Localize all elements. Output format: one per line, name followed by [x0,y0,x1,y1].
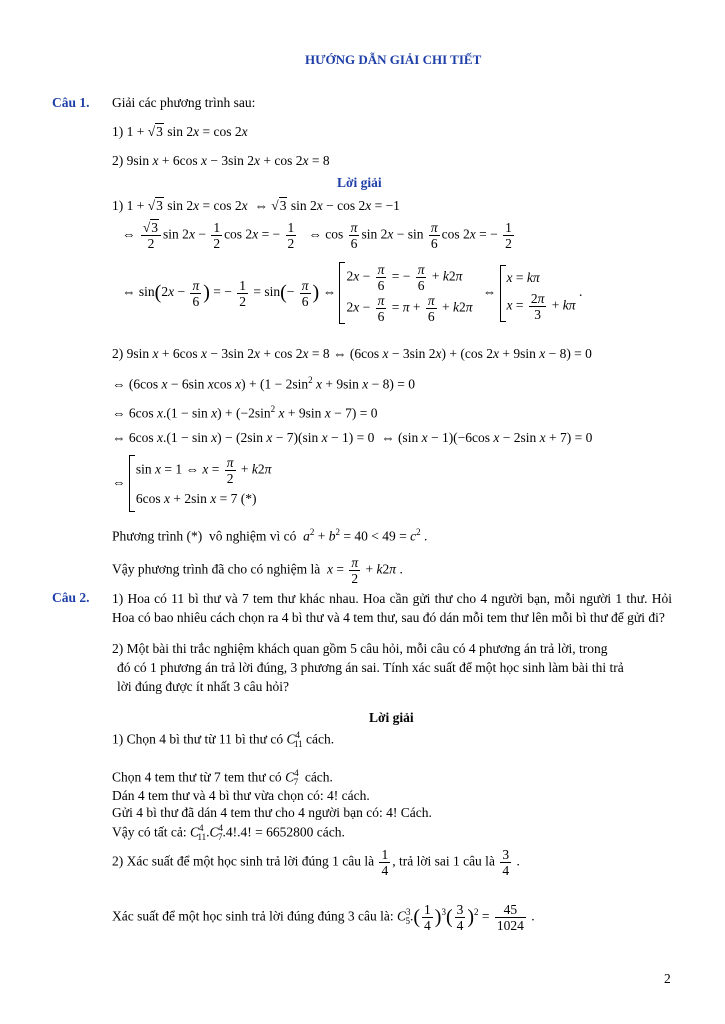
q1-sol-line-5: ⇔ (6cos x − 6sin xcos $x) + (1 - 2\sin^2$ x + 9sin x − 8) = 0 [112,375,415,392]
q1-no-solution: Phương trình (*) vô nghiệm vì có $a^2 + b^2 = 40 < 49 = c^2$ . [112,527,428,544]
q1-equation-1: 1) 1 + √3 sin 2x = cos 2x [112,124,248,139]
q2-part-2-line-2: đó có 1 phương án trả lời đúng, 3 phương án sai. Tính xác suất để một học sinh làm bài thi trả [117,660,624,675]
q2-sol-line-2: Chọn 4 tem thư từ 7 tem thư có $C^4_7$ cách. [112,768,333,788]
page-number: 2 [664,971,671,986]
q1-label: Câu 1. [52,95,90,110]
q1-sol-line-8: ⇔ sin x = 1 ⇔ x = $\frac{\pi}{2}$ + k2π 6cos x + 2sin x = 7 (*) [112,455,271,512]
q1-solution-title: Lời giải [337,175,382,190]
q2-part-2-line-3: lời đúng được ít nhất 3 câu hỏi? [117,679,289,694]
q2-sol-line-4: Gửi 4 bì thư đã dán 4 tem thư cho 4 người bạn có: 4! Cách. [112,805,432,820]
q1-sol-line-4: 2) 9sin x + 6cos x − 3sin 2x + cos 2x = 8 ⇔ (6cos x − 3sin 2x) + (cos 2x + 9sin x − 8) = 0 [112,346,592,361]
page-title: HƯỚNG DẪN GIẢI CHI TIẾT [305,52,482,67]
q1-prompt: Giải các phương trình sau: [112,95,256,110]
q1-sol-line-6: ⇔ 6cos $x.(1 - \sin x) + (-2\sin^2$ x + 9sin x − 7) = 0 [112,404,378,421]
q1-sol-line-2: ⇔ $\frac{√3}{2}$ sin 2x − $\frac{1}{2}$ cos 2x = − $\frac{1}{2}$ ⇔ cos $\frac{\pi}{6}$ sin 2x − sin $\frac{\pi}{6}$ cos 2x = − $\frac{1}{2}$ [122,220,512,251]
q2-sol-line-6: 2) Xác suất để một học sinh trả lời đúng 1 câu là $\frac{1}{4}$ , trả lời sai 1 câu là $\frac{3}{4}$ . [112,847,520,878]
q2-solution-title: Lời giải [369,710,414,725]
q2-sol-line-1: 1) Chọn 4 bì thư từ 11 bì thư có $C^4_{11}$ cách. [112,730,335,750]
q1-sol-line-3: ⇔ sin(2x − $\frac{\pi}{6}$ ) = − $\frac{1}{2}$ = sin(− $\frac{\pi}{6}$ ) ⇔ 2x − $\frac{\pi}{6}$ = − $\frac{\pi}{6}$ + k2π 2x − $\frac{\pi}{6}$ = π + $\frac{\pi}{6}$ + k2π ⇔ x = kπ x = $\frac{2\pi}{3}$ + kπ . [122,262,583,324]
q2-label: Câu 2. [52,590,90,605]
q2-sol-line-5: Vậy có tất cả: $C^4_{11}.C^4_7.4!.4$! = 6652800 cách. [112,823,345,843]
q2-part-1: 1) Hoa có 11 bì thư và 7 tem thư khác nhau. Hoa cần gửi thư cho 4 người bạn, mỗi người 1 thư. Hỏi Hoa có bao nhiêu cách chọn ra 4 bì thư và 4 tem thư, sau đó dán mỗi tem thư lên mỗi bì thư để gửi đi? [112,591,672,625]
q1-sol-line-1: 1) 1 + √3 sin 2x = cos 2x ⇔ √3 sin 2x − cos 2x = −1 [112,198,400,213]
q1-equation-2: 2) 9sin x + 6cos x − 3sin 2x + cos 2x = 8 [112,153,330,168]
q2-sol-line-3: Dán 4 tem thư và 4 bì thư vừa chọn có: 4! cách. [112,788,370,803]
q2-part-2-line-1: 2) Một bài thi trắc nghiệm khách quan gồm 5 câu hỏi, mỗi câu có 4 phương án trả lời, trong [112,641,608,656]
q2-sol-line-7: Xác suất để một học sinh trả lời đúng đúng 3 câu là: $C^3_5$.( $\frac{1}{4}$ )$^3$( $\frac{3}{4}$ )$^2$ = $\frac{45}{1024}$ . [112,902,535,933]
q1-conclusion: Vậy phương trình đã cho có nghiệm là x = $\frac{\pi}{2}$ + k2π . [112,555,403,586]
q1-sol-line-7: ⇔ 6cos x.(1 − sin x) − (2sin x − 7)(sin x − 1) = 0 ⇔ (sin x − 1)(−6cos x − 2sin x + 7) = 0 [112,430,593,445]
